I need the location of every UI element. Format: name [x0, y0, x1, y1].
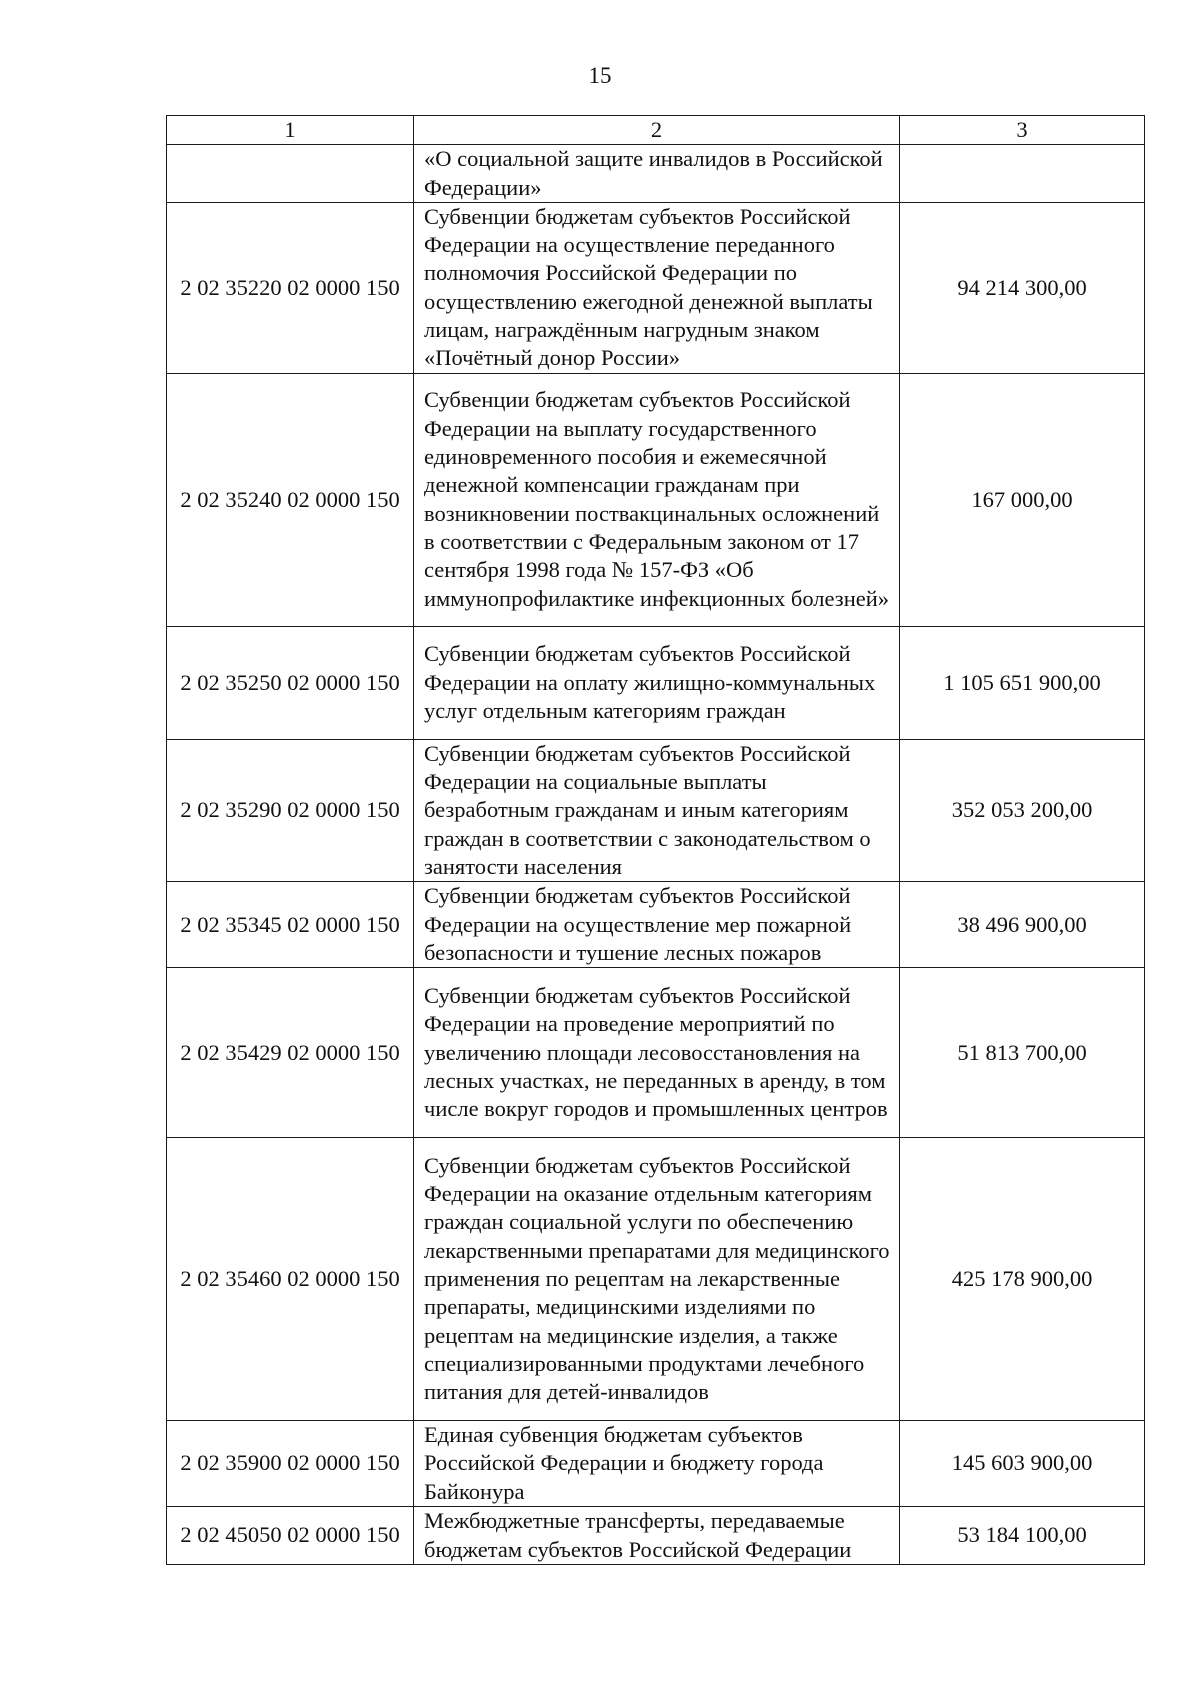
amount-cell: 94 214 300,00	[900, 202, 1145, 373]
amount-cell: 352 053 200,00	[900, 739, 1145, 881]
header-cell-3: 3	[900, 116, 1145, 145]
code-cell: 2 02 35460 02 0000 150	[167, 1138, 414, 1421]
table-row	[167, 626, 1145, 739]
amount-cell: 145 603 900,00	[900, 1421, 1145, 1507]
description-cell: Субвенции бюджетам субъектов Российской Федерации на проведение мероприятий по увеличению площади лесовосстановления на лесных участках, не переданных в аренду, в том числе вокруг городов и промышленных центров	[414, 968, 900, 1138]
description-cell: Субвенции бюджетам субъектов Российской Федерации на оказание отдельным категориям граждан социальной услуги по обеспечению лекарственными препаратами для медицинского применения по рецептам на лекарственные препараты, медицинскими изделиями по рецептам на медицинские изделия, а также специализированными продуктами лечебного питания для детей-инвалидов	[414, 1138, 900, 1421]
code-cell	[167, 145, 414, 203]
amount-cell: 167 000,00	[900, 373, 1145, 626]
table-row	[167, 145, 1145, 203]
code-cell: 2 02 35220 02 0000 150	[167, 202, 414, 373]
code-cell: 2 02 35429 02 0000 150	[167, 968, 414, 1138]
description-cell: Субвенции бюджетам субъектов Российской Федерации на осуществление мер пожарной безопасности и тушение лесных пожаров	[414, 882, 900, 968]
table-row	[167, 1421, 1145, 1507]
table-row	[167, 373, 1145, 626]
amount-cell	[900, 145, 1145, 203]
table-row	[167, 202, 1145, 373]
code-cell: 2 02 35345 02 0000 150	[167, 882, 414, 968]
description-cell: Субвенции бюджетам субъектов Российской Федерации на выплату государственного единовременного пособия и ежемесячной денежной компенсации гражданам при возникновении поствакцинальных осложнений в соответствии с Федеральным законом от 17 сентября 1998 года № 157-ФЗ «Об иммунопрофилактике инфекционных болезней»	[414, 373, 900, 626]
code-cell: 2 02 35250 02 0000 150	[167, 626, 414, 739]
header-cell-2: 2	[414, 116, 900, 145]
amount-cell: 38 496 900,00	[900, 882, 1145, 968]
table-row	[167, 968, 1145, 1138]
table-row	[167, 1507, 1145, 1565]
description-cell: Единая субвенция бюджетам субъектов Российской Федерации и бюджету города Байконура	[414, 1421, 900, 1507]
description-cell: Межбюджетные трансферты, передаваемые бюджетам субъектов Российской Федерации	[414, 1507, 900, 1565]
table-row	[167, 1138, 1145, 1421]
amount-cell: 425 178 900,00	[900, 1138, 1145, 1421]
description-cell: Субвенции бюджетам субъектов Российской Федерации на осуществление переданного полномочия Российской Федерации по осуществлению ежегодной денежной выплаты лицам, награждённым нагрудным знаком «Почётный донор России»	[414, 202, 900, 373]
table-header-row	[167, 116, 1145, 145]
code-cell: 2 02 35290 02 0000 150	[167, 739, 414, 881]
code-cell: 2 02 45050 02 0000 150	[167, 1507, 414, 1565]
code-cell: 2 02 35240 02 0000 150	[167, 373, 414, 626]
description-cell: «О социальной защите инвалидов в Российской Федерации»	[414, 145, 900, 203]
budget-table	[166, 115, 1145, 1565]
description-cell: Субвенции бюджетам субъектов Российской Федерации на оплату жилищно-коммунальных услуг отдельным категориям граждан	[414, 626, 900, 739]
amount-cell: 1 105 651 900,00	[900, 626, 1145, 739]
code-cell: 2 02 35900 02 0000 150	[167, 1421, 414, 1507]
description-cell: Субвенции бюджетам субъектов Российской Федерации на социальные выплаты безработным гражданам и иным категориям граждан в соответствии с законодательством о занятости населения	[414, 739, 900, 881]
amount-cell: 51 813 700,00	[900, 968, 1145, 1138]
table-row	[167, 882, 1145, 968]
header-cell-1: 1	[167, 116, 414, 145]
amount-cell: 53 184 100,00	[900, 1507, 1145, 1565]
table-row	[167, 739, 1145, 881]
page-number: 15	[588, 63, 612, 88]
